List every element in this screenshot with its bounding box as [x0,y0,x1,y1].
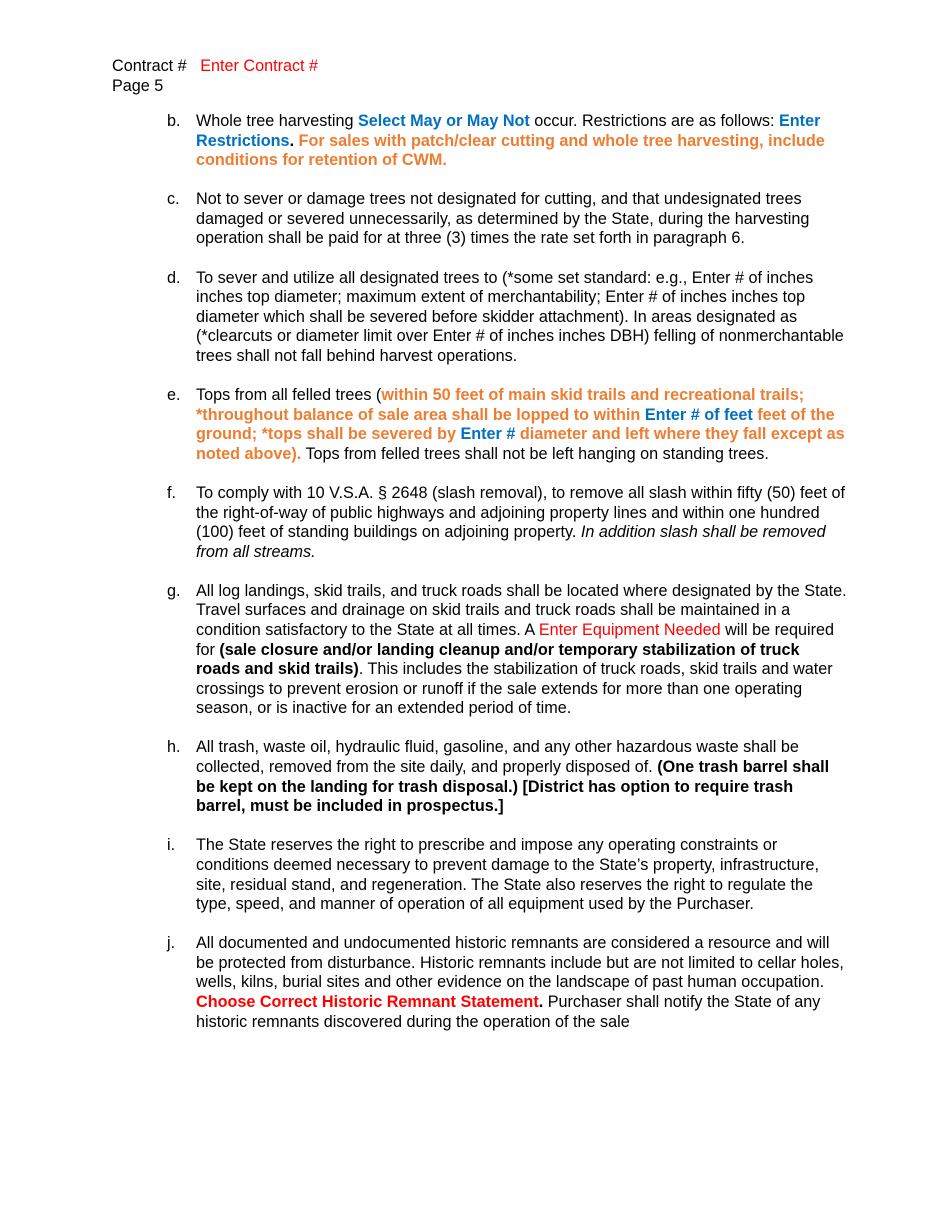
enter-restrictions-field[interactable]: Enter Restrictions [196,112,821,150]
clause-j [167,934,847,1032]
clause-label: g. [167,581,181,600]
clause-text: Whole tree harvesting [196,112,358,130]
contract-line [112,56,318,76]
clause-list [167,112,847,1052]
clause-text: . [289,131,295,150]
clause-text: The State reserves the right to prescribe and impose any operating constraints or conditions deemed necessary to prevent damage to the State’s property, infrastructure, site, residual stand, and regeneration. The State also reserves the right to regulate the type, speed, and manner of operation of all equipment used by the Purchaser. [196,836,819,914]
clause-label: d. [167,268,181,287]
page-header [112,56,318,96]
clause-c [167,190,847,249]
choose-remnant-statement-field[interactable]: Choose Correct Historic Remnant Statement [196,992,539,1011]
bold-text: (sale closure and/or landing cleanup and/or temporary stabilization of truck roads and skid trails) [196,640,800,679]
clause-g [167,582,847,719]
contract-label: Contract # [112,57,187,75]
italic-text: In addition slash shall be removed from all streams. [196,523,826,561]
select-may-field[interactable]: Select May or May Not [357,112,530,130]
enter-feet-field[interactable]: Enter # of feet [644,405,753,424]
enter-equipment-field[interactable]: Enter Equipment Needed [538,620,721,639]
clause-text: Purchaser shall notify the State of any historic remnants discovered during the operation of the sale [196,992,821,1031]
clause-d [167,269,847,367]
page-number: Page 5 [112,77,164,95]
clause-text: occur. Restrictions are as follows: [529,112,779,130]
clause-h [167,738,847,816]
clause-label: f. [167,483,176,502]
clause-text: Tops from all felled trees ( [196,386,382,405]
contract-number-field[interactable]: Enter Contract # [200,57,319,75]
orange-instruction: feet of the ground; *tops shall be severed by [196,405,835,444]
clause-text: All log landings, skid trails, and truck roads shall be located where designated by the State. Travel surfaces and drainage on skid trails and truck roads shall be maintained in a condition satisfactory to the State at all times. A [196,581,847,639]
clause-text: All trash, waste oil, hydraulic fluid, gasoline, and any other hazardous waste shall be collected, removed from the site daily, and properly disposed of. [196,738,799,777]
bold-text: (One trash barrel shall be kept on the landing for trash disposal.) [District has option to require trash barrel, must be included in prospectus.] [196,758,830,816]
clause-b [167,112,847,171]
clause-label: b. [167,112,181,130]
clause-text: Not to sever or damage trees not designated for cutting, and that undesignated trees damaged or severed unnecessarily, as determined by the State, during the harvesting operation shall be paid for at three (3) times the rate set forth in paragraph 6. [196,190,810,248]
clause-text: All documented and undocumented historic remnants are considered a resource and will be protected from disturbance. Historic remnants include but are not limited to cellar holes, wells, kilns, burial sites and other evidence on the landscape of past human occupation. [196,934,844,992]
orange-instruction: diameter and left where they fall except as noted above). [196,425,845,463]
clause-e [167,386,847,464]
clause-label: i. [167,836,176,855]
clause-label: h. [167,738,181,757]
clause-text: Tops from felled trees shall not be left hanging on standing trees. [301,444,769,463]
clause-text: . [538,992,544,1011]
enter-diameter-field[interactable]: Enter # [460,425,516,444]
orange-instruction: within 50 feet of main skid trails and recreational trails; *throughout balance of sale area shall be lopped to within [196,386,805,424]
clause-text: . This includes the stabilization of truck roads, skid trails and water crossings to prevent erosion or runoff if the sale extends for more than one operating season, or is inactive for an extended period of time. [196,660,833,718]
clause-f [167,484,847,562]
clause-text: will be required for [196,620,834,659]
clause-text: To comply with 10 V.S.A. § 2648 (slash removal), to remove all slash within fifty (50) feet of the right-of-way of public highways and adjoining property lines and within one hundred (100) feet of standing buildings on adjoining property. [196,483,845,542]
clause-label: c. [167,190,180,209]
clause-text: To sever and utilize all designated trees to (*some set standard: e.g., Enter # of inches inches top diameter; maximum extent of merchantability; Enter # of inches inches top diameter which shall be severed before skidder attachment). In areas designated as (*clearcuts or diameter limit over Enter # of inches inches DBH) felling of nonmerchantable trees shall not fall behind harvest operations. [196,268,844,365]
clause-label: j. [167,934,176,953]
clause-label: e. [167,386,181,405]
clause-i [167,836,847,914]
orange-instruction: For sales with patch/clear cutting and whole tree harvesting, include conditions for retention of CWM. [196,131,825,170]
